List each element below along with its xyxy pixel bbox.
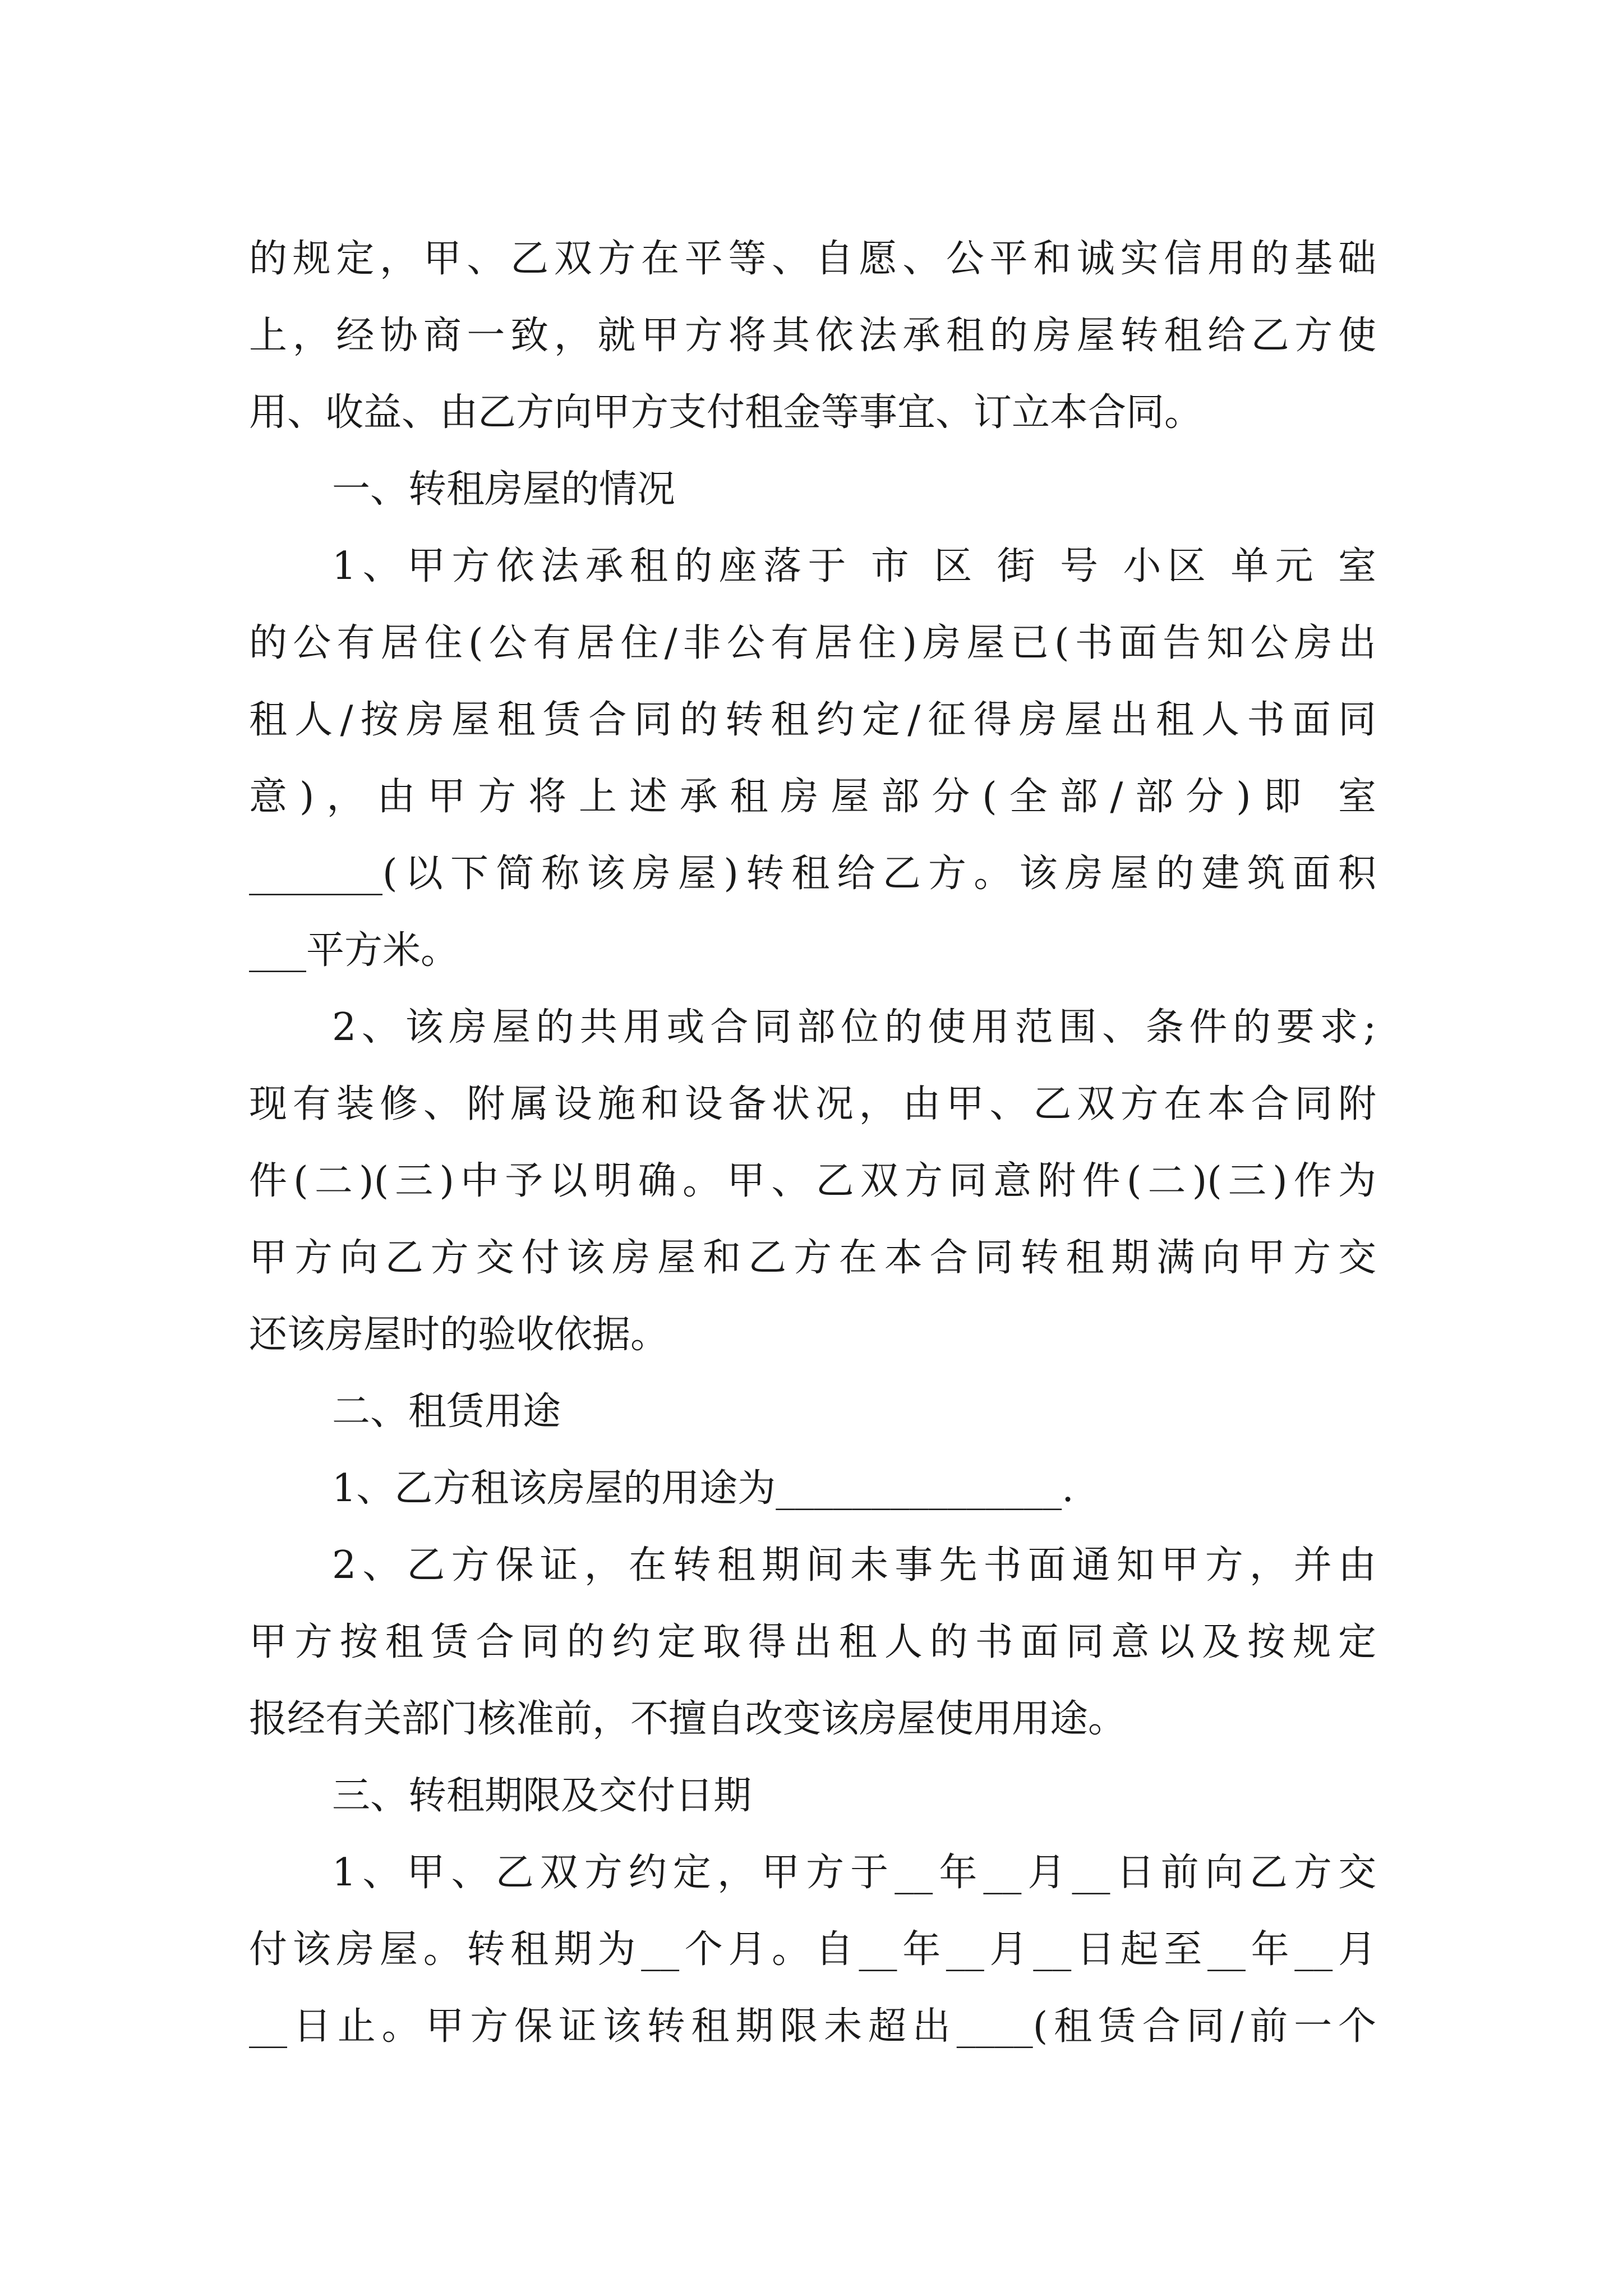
document-line: 件(二)(三)中予以明确。甲、乙双方同意附件(二)(三)作为 <box>249 1159 1376 1203</box>
document-line: 1、甲方依法承租的座落于 市 区 街 号 小区 单元 室 <box>332 544 1376 588</box>
document-line: 1、乙方租该房屋的用途为_______________. <box>332 1466 1074 1511</box>
document-line: 现有装修、附属设施和设备状况，由甲、乙双方在本合同附 <box>249 1082 1376 1126</box>
document-line: 二、租赁用途 <box>332 1389 561 1434</box>
document-line: 的规定，甲、乙双方在平等、自愿、公平和诚实信用的基础 <box>249 237 1376 281</box>
document-line: 还该房屋时的验收依据。 <box>249 1313 669 1357</box>
document-line: 上，经协商一致，就甲方将其依法承租的房屋转租给乙方使 <box>249 314 1376 358</box>
document-line: 2、该房屋的共用或合同部位的使用范围、条件的要求; <box>332 1005 1376 1050</box>
document-line: 三、转租期限及交付日期 <box>332 1774 752 1818</box>
document-line: 甲方按租赁合同的约定取得出租人的书面同意以及按规定 <box>249 1620 1376 1664</box>
document-line: __日止。甲方保证该转租期限未超出____(租赁合同/前一个 <box>249 2004 1376 2049</box>
document-line: 用、收益、由乙方向甲方支付租金等事宜、订立本合同。 <box>249 390 1203 435</box>
document-line: ___平方米。 <box>249 928 459 973</box>
document-line: 一、转租房屋的情况 <box>332 467 676 512</box>
document-line: 付该房屋。转租期为__个月。自__年__月__日起至__年__月 <box>249 1927 1376 1972</box>
document-line: 1、甲、乙双方约定，甲方于__年__月__日前向乙方交 <box>332 1851 1376 1895</box>
document-line: 甲方向乙方交付该房屋和乙方在本合同转租期满向甲方交 <box>249 1236 1376 1280</box>
document-line: 租人/按房屋租赁合同的转租约定/征得房屋出租人书面同 <box>249 698 1376 742</box>
document-line: 意)，由甲方将上述承租房屋部分(全部/部分)即 室 <box>249 775 1376 819</box>
document-line: 的公有居住(公有居住/非公有居住)房屋已(书面告知公房出 <box>249 621 1376 665</box>
document-line: 报经有关部门核准前，不擅自改变该房屋使用用途。 <box>249 1697 1127 1741</box>
document-line: 2、乙方保证，在转租期间未事先书面通知甲方，并由 <box>332 1543 1376 1588</box>
document-line: _______(以下简称该房屋)转租给乙方。该房屋的建筑面积 <box>249 852 1376 896</box>
